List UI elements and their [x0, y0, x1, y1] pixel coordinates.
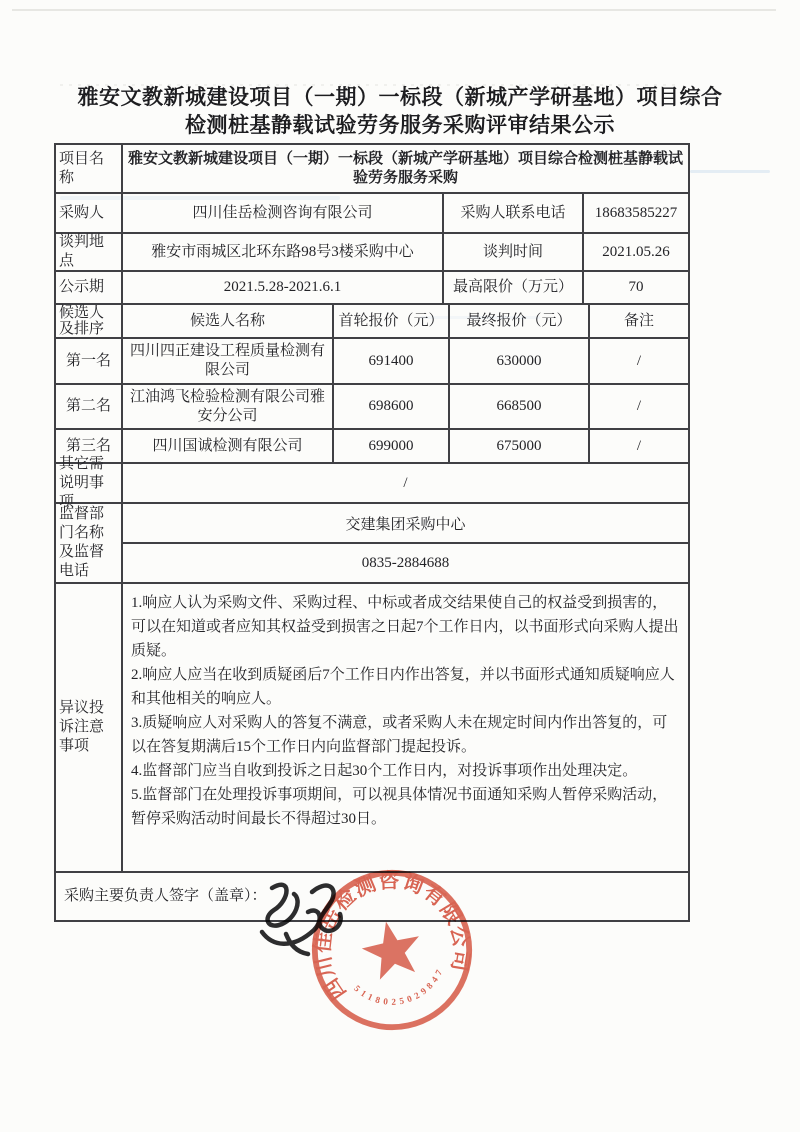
document-title-line1: 雅安文教新城建设项目（一期）一标段（新城产学研基地）项目综合	[77, 86, 723, 109]
row-other-notes	[56, 455, 688, 510]
seal-company-text: 四川佳岳检测咨询有限公司	[312, 870, 472, 1004]
candidates-name-header: 候选人名称	[123, 305, 334, 337]
row-project-name	[56, 145, 688, 194]
objection-item-2: 2.响应人应当在收到质疑函后7个工作日内作出答复，并以书面形式通知质疑响应人和其他相关的响应人。	[131, 666, 675, 707]
document-title-line2: 检测桩基静载试验劳务服务采购评审结果公示	[185, 114, 615, 137]
scan-artifact-streak	[690, 170, 770, 173]
candidate-2-final-offer: 668500	[450, 385, 590, 428]
candidate-row-1	[56, 339, 688, 385]
candidate-2-remark: /	[636, 398, 642, 414]
other-notes-value: /	[403, 474, 408, 491]
publicity-period-label: 公示期	[56, 272, 123, 303]
candidate-3-first-offer: 699000	[334, 430, 450, 462]
supervision-label: 监督部门名称及监督电话	[56, 504, 123, 582]
row-negotiation	[56, 234, 688, 272]
candidate-2-name: 江油鸿飞检验检测有限公司雅安分公司	[123, 385, 334, 428]
candidate-1-final-offer: 630000	[450, 339, 590, 383]
objection-item-5: 5.监督部门在处理投诉事项期间，可以视具体情况书面通知采购人暂停采购活动，暂停采购活动时间最长不得超过30日。	[131, 786, 668, 827]
candidate-3-remark: /	[636, 437, 642, 454]
scan-artifact-line	[12, 9, 776, 11]
negotiation-time-value: 2021.05.26	[602, 243, 670, 260]
price-limit-label: 最高限价（万元）	[444, 272, 584, 303]
candidates-first-offer-header: 首轮报价（元）	[334, 305, 450, 337]
candidate-3-name: 四川国诚检测有限公司	[123, 430, 334, 462]
purchaser-label: 采购人	[56, 194, 123, 232]
price-limit-value: 70	[628, 279, 644, 295]
supervision-phone: 0835-2884688	[361, 554, 450, 571]
candidates-rank-label: 候选人及排序	[56, 305, 123, 337]
candidate-1-first-offer: 691400	[334, 339, 450, 383]
purchaser-phone-label: 采购人联系电话	[444, 194, 584, 232]
purchaser-value: 四川佳岳检测咨询有限公司	[123, 194, 444, 232]
publicity-period-value: 2021.5.28-2021.6.1	[123, 272, 444, 303]
candidate-3-rank: 第三名	[56, 430, 123, 462]
candidate-2-first-offer: 698600	[334, 385, 450, 428]
other-notes-label: 其它需说明事项	[56, 464, 123, 502]
candidate-row-3	[56, 430, 688, 464]
row-publicity	[56, 272, 688, 305]
candidate-1-name: 四川四正建设工程质量检测有限公司	[123, 339, 334, 383]
company-seal-stamp	[294, 852, 491, 1049]
purchaser-phone-value: 18683585227	[594, 204, 678, 221]
project-name-value: 雅安文教新城建设项目（一期）一标段（新城产学研基地）项目综合检测桩基静载试验劳务服务采购	[127, 150, 683, 186]
candidate-1-rank: 第一名	[56, 339, 123, 383]
candidate-2-rank: 第二名	[56, 385, 123, 428]
signature-label: 采购主要负责人签字（盖章）：	[64, 888, 267, 904]
row-purchaser	[56, 194, 688, 234]
row-objection	[56, 584, 688, 873]
negotiation-place-label: 谈判地点	[56, 234, 123, 270]
row-supervision	[56, 504, 688, 584]
objection-content	[123, 584, 688, 871]
candidates-final-offer-header: 最终报价（元）	[450, 305, 590, 337]
result-table	[54, 143, 690, 922]
row-candidates-header	[56, 305, 688, 339]
candidate-row-2	[56, 385, 688, 430]
supervision-dept: 交建集团采购中心	[123, 504, 688, 544]
candidates-remark-header: 备注	[623, 312, 654, 329]
objection-item-3: 3.质疑响应人对采购人的答复不满意，或者采购人未在规定时间内作出答复的，可以在答复期满后15个工作日内向监督部门提起投诉。	[131, 714, 668, 755]
objection-label: 异议投诉注意事项	[56, 584, 123, 871]
star-icon	[357, 916, 426, 982]
objection-item-4: 4.监督部门应当自收到投诉之日起30个工作日内，对投诉事项作出处理决定。	[131, 762, 638, 779]
negotiation-time-label: 谈判时间	[444, 234, 584, 270]
candidate-3-final-offer: 675000	[450, 430, 590, 462]
negotiation-place-value: 雅安市雨城区北环东路98号3楼采购中心	[123, 234, 444, 270]
document-title	[40, 84, 760, 140]
objection-item-1: 1.响应人认为采购文件、采购过程、中标或者成交结果使自己的权益受到损害的，可以在知道或者应知其权益受到损害之日起7个工作日内，以书面形式向采购人提出质疑。	[131, 594, 679, 659]
seal-code-text: 5118025029847	[352, 968, 445, 1007]
supervision-values	[123, 504, 688, 582]
project-name-label: 项目名称	[56, 145, 123, 192]
candidate-1-remark: /	[636, 352, 642, 369]
